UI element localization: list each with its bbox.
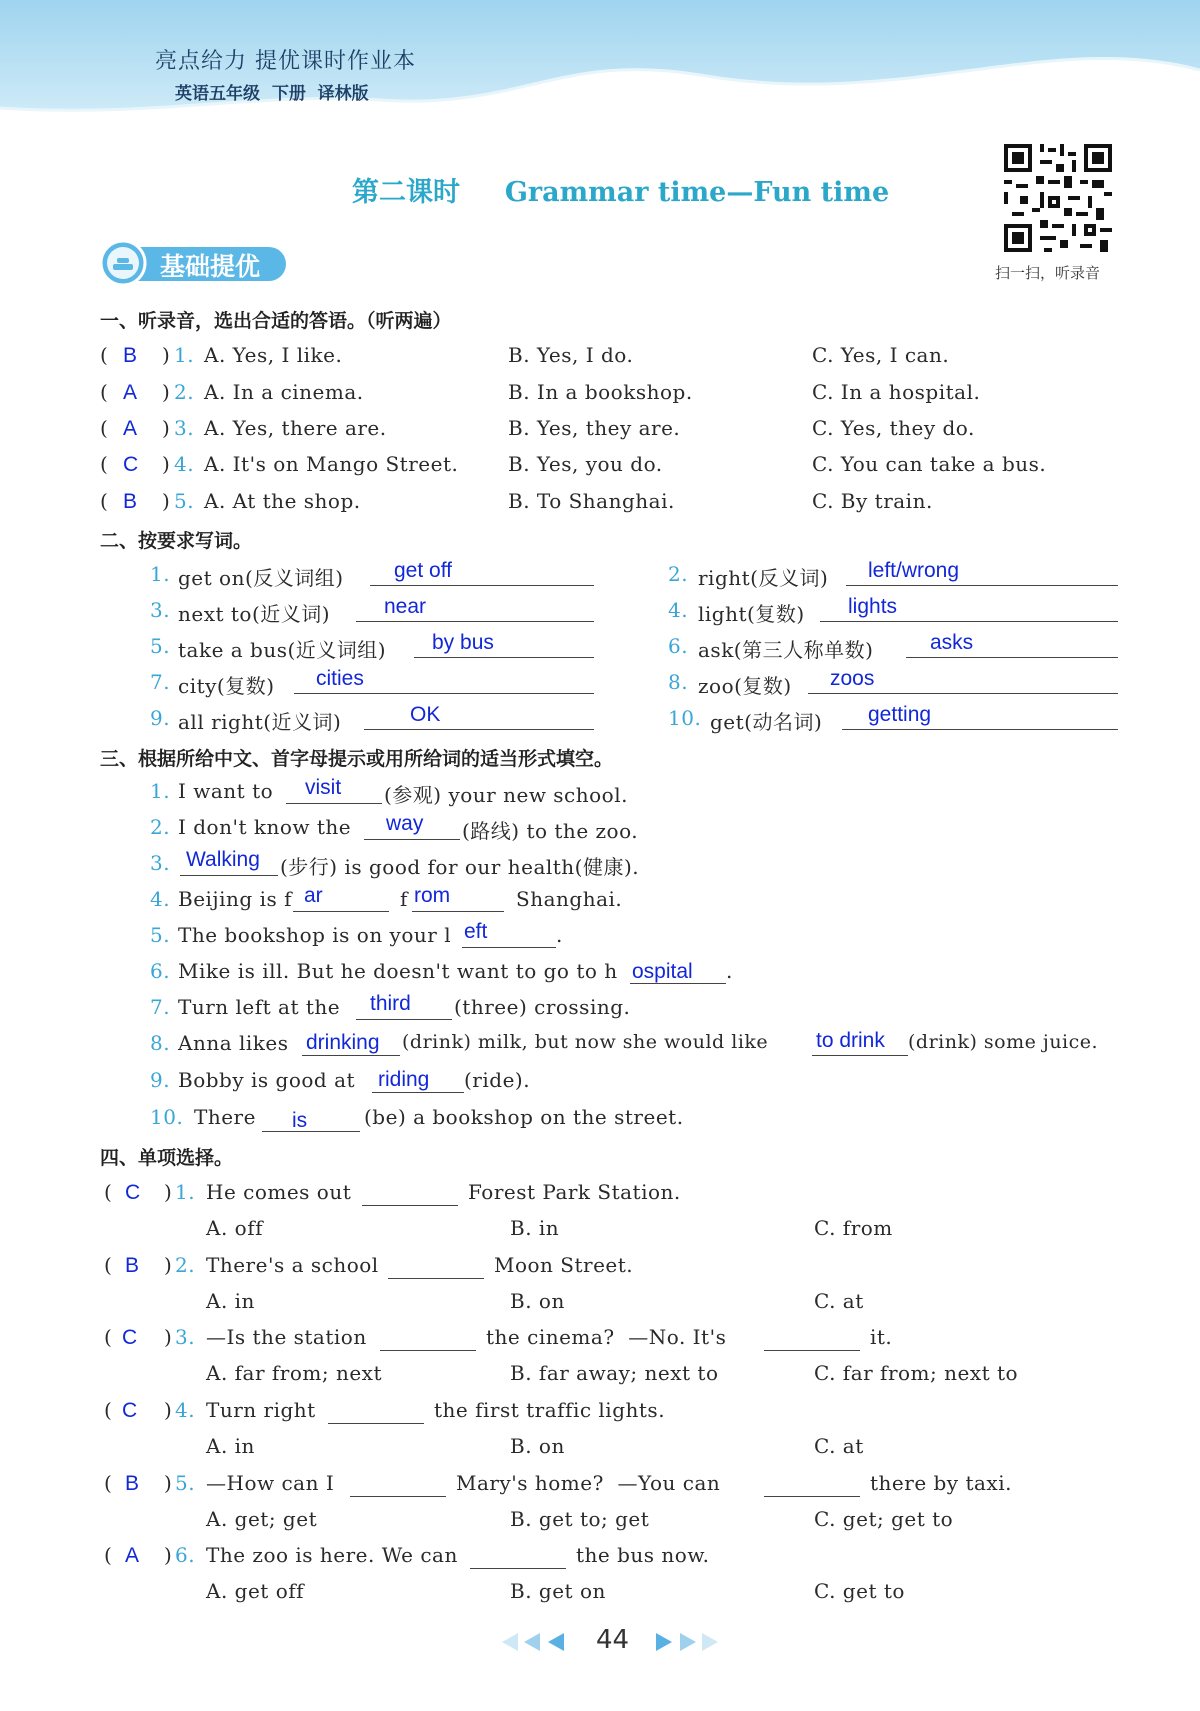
lesson-title [352, 170, 889, 209]
item-number: 2. [174, 380, 195, 404]
sentence-part: There [194, 1105, 256, 1129]
question-part: He comes out [206, 1180, 352, 1204]
item-number: 3. [150, 851, 171, 875]
answer-text: get off [394, 559, 452, 582]
qr-caption: 扫一扫，听录音 [995, 264, 1101, 282]
option-c: C. at [814, 1289, 864, 1313]
answer-blank [356, 1019, 452, 1020]
item-number: 4. [668, 598, 689, 622]
word-prompt: zoo(复数) [698, 674, 792, 698]
list-item: ( [100, 452, 109, 476]
question-part: it. [870, 1325, 893, 1349]
answer-blank [462, 947, 556, 948]
answer-blank [370, 585, 594, 586]
section-2-title: 二、按要求写词。 [100, 530, 253, 552]
answer-blank [180, 875, 278, 876]
sentence-part: (ride). [464, 1068, 531, 1092]
list-item-paren-close: ) [162, 416, 171, 440]
question-part: the first traffic lights. [434, 1398, 666, 1422]
lesson-title-cn: 第二课时 [352, 177, 460, 208]
word-prompt: get on(反义词组) [178, 566, 344, 590]
option-a: A. Yes, there are. [204, 416, 387, 440]
answer-text: A [123, 417, 138, 440]
option-c: C. Yes, they do. [812, 416, 975, 440]
list-item: ( [104, 1180, 113, 1204]
answer-blank [414, 657, 594, 658]
answer-blank [364, 839, 460, 840]
series-title: 亮点给力 提优课时作业本 [155, 49, 416, 74]
answer-text: B [125, 1472, 140, 1495]
item-number: 9. [150, 1068, 171, 1092]
answer-text: way [386, 812, 424, 835]
answer-blank [356, 621, 594, 622]
item-number: 9. [150, 706, 171, 730]
answer-text: to drink [816, 1029, 885, 1052]
sentence-part: (路线) to the zoo. [462, 819, 639, 843]
list-item: ( [104, 1398, 113, 1422]
option-a: A. get; get [206, 1507, 318, 1531]
question-part: The zoo is here. We can [206, 1543, 458, 1567]
question-part: Forest Park Station. [468, 1180, 681, 1204]
option-b: B. in [510, 1216, 560, 1240]
answer-blank [388, 1278, 484, 1279]
answer-text: A [123, 381, 138, 404]
answer-blank [846, 585, 1118, 586]
answer-blank [286, 803, 382, 804]
answer-blank [293, 911, 389, 912]
option-a: A. Yes, I like. [204, 343, 343, 367]
item-number: 2. [668, 562, 689, 586]
word-prompt: right(反义词) [698, 566, 829, 590]
list-item: ( [104, 1253, 113, 1277]
word-prompt: city(复数) [178, 674, 275, 698]
answer-blank [812, 1055, 908, 1056]
answer-text: OK [410, 703, 441, 726]
answer-blank [808, 693, 1118, 694]
list-item: ( [104, 1325, 113, 1349]
list-item: ( [100, 343, 109, 367]
word-prompt: ask(第三人称单数) [698, 638, 874, 662]
option-a: A. At the shop. [204, 489, 361, 513]
option-b: B. Yes, I do. [508, 343, 634, 367]
sentence-part: . [726, 959, 733, 983]
item-number: 10. [150, 1105, 184, 1129]
word-prompt: light(复数) [698, 602, 805, 626]
option-b: B. get to; get [510, 1507, 650, 1531]
answer-text: A [125, 1544, 140, 1567]
item-number: 2. [150, 815, 171, 839]
question-part: Moon Street. [494, 1253, 634, 1277]
sentence-part: Turn left at the [178, 995, 341, 1019]
list-item-paren-close: ) [162, 489, 171, 513]
list-item-paren-close: ) [162, 452, 171, 476]
question-part: —Is the station [206, 1325, 367, 1349]
item-number: 7. [150, 995, 171, 1019]
item-number: 3. [150, 598, 171, 622]
item-number: 1. [150, 562, 171, 586]
answer-blank [820, 621, 1118, 622]
item-number: 6. [668, 634, 689, 658]
list-item: ( [100, 380, 109, 404]
answer-text: B [125, 1254, 140, 1277]
answer-text: drinking [306, 1031, 380, 1054]
sentence-part: I don't know the [178, 815, 352, 839]
option-c: C. at [814, 1434, 864, 1458]
answer-blank [764, 1350, 860, 1351]
list-item-paren-close: ) [164, 1471, 173, 1495]
answer-blank [380, 1350, 476, 1351]
badge-label: 基础提优 [160, 252, 261, 281]
sentence-part: f [400, 887, 408, 911]
lesson-title-en: Grammar time—Fun time [504, 177, 890, 208]
section-badge [98, 240, 288, 286]
answer-blank [364, 729, 594, 730]
option-b: B. get on [510, 1579, 606, 1603]
header-band [0, 0, 1200, 150]
item-number: 8. [668, 670, 689, 694]
list-item-paren-close: ) [164, 1398, 173, 1422]
item-number: 1. [174, 343, 195, 367]
answer-blank [262, 1131, 360, 1132]
answer-text: riding [378, 1068, 430, 1091]
sentence-part: (be) a bookshop on the street. [364, 1105, 684, 1129]
answer-blank [764, 1496, 860, 1497]
option-a: A. off [206, 1216, 264, 1240]
item-number: 1. [150, 779, 171, 803]
answer-blank [362, 1205, 458, 1206]
section-1-title: 一、听录音，选出合适的答语。（听两遍） [100, 310, 452, 332]
list-item-paren-close: ) [164, 1325, 173, 1349]
question-part: —How can I [206, 1471, 335, 1495]
answer-blank [294, 693, 594, 694]
word-prompt: take a bus(近义词组) [178, 638, 387, 662]
book-subtitle: 英语五年级 下册 译林版 [175, 84, 369, 104]
list-item: ( [104, 1543, 113, 1567]
answer-text: is [292, 1109, 308, 1132]
question-part: Mary's home? —You can [456, 1471, 721, 1495]
answer-text: visit [305, 776, 342, 799]
option-c: C. In a hospital. [812, 380, 981, 404]
item-number: 10. [668, 706, 702, 730]
item-number: 3. [175, 1325, 196, 1349]
option-c: C. By train. [812, 489, 933, 513]
sentence-part: . [556, 923, 563, 947]
list-item-paren-close: ) [162, 343, 171, 367]
option-a: A. It's on Mango Street. [204, 452, 459, 476]
answer-text: eft [464, 920, 488, 943]
option-b: B. To Shanghai. [508, 489, 675, 513]
sentence-part: (参观) your new school. [384, 783, 628, 807]
list-item: ( [100, 416, 109, 440]
answer-text: C [125, 1181, 141, 1204]
item-number: 6. [150, 959, 171, 983]
item-number: 5. [150, 923, 171, 947]
sentence-part: Beijing is f [178, 887, 292, 911]
option-c: C. You can take a bus. [812, 452, 1047, 476]
next-page-arrows-icon[interactable] [650, 1630, 722, 1654]
question-part: There's a school [206, 1253, 379, 1277]
item-number: 3. [174, 416, 195, 440]
section-3-title: 三、根据所给中文、首字母提示或用所给词的适当形式填空。 [100, 748, 614, 770]
section-4-title: 四、单项选择。 [100, 1147, 234, 1169]
answer-text: asks [930, 631, 974, 654]
sentence-part: Anna likes [178, 1031, 289, 1055]
item-number: 4. [150, 887, 171, 911]
question-part: the cinema? —No. It's [486, 1325, 727, 1349]
option-c: C. Yes, I can. [812, 343, 950, 367]
answer-text: B [123, 490, 138, 513]
option-c: C. from [814, 1216, 893, 1240]
answer-text: C [122, 1399, 138, 1422]
answer-text: lights [848, 595, 898, 618]
item-number: 1. [175, 1180, 196, 1204]
sentence-part: The bookshop is on your l [178, 923, 452, 947]
answer-blank [350, 1496, 446, 1497]
item-number: 8. [150, 1031, 171, 1055]
item-number: 2. [175, 1253, 196, 1277]
list-item-paren-close: ) [164, 1253, 173, 1277]
item-number: 5. [150, 634, 171, 658]
sentence-part: (drink) milk, but now she would like [402, 1031, 769, 1053]
page-number: 44 [596, 1625, 630, 1655]
answer-text: ospital [632, 960, 693, 983]
word-prompt: next to(近义词) [178, 602, 331, 626]
option-c: C. get; get to [814, 1507, 954, 1531]
option-a: A. far from; next [206, 1361, 382, 1385]
option-a: A. In a cinema. [204, 380, 364, 404]
answer-text: C [123, 453, 139, 476]
list-item-paren-close: ) [164, 1180, 173, 1204]
answer-blank [302, 1055, 400, 1056]
sentence-part: (步行) is good for our health(健康). [280, 855, 640, 879]
list-item-paren-close: ) [162, 380, 171, 404]
answer-text: by bus [432, 631, 494, 654]
answer-text: cities [316, 667, 364, 690]
item-number: 4. [175, 1398, 196, 1422]
word-prompt: all right(近义词) [178, 710, 342, 734]
answer-blank [372, 1092, 464, 1093]
answer-blank [328, 1423, 424, 1424]
option-a: A. in [206, 1289, 255, 1313]
sentence-part: (drink) some juice. [908, 1031, 1099, 1053]
option-c: C. far from; next to [814, 1361, 1019, 1385]
option-a: A. in [206, 1434, 255, 1458]
answer-text: B [123, 344, 138, 367]
answer-text: zoos [830, 667, 875, 690]
sentence-part: Shanghai. [516, 887, 623, 911]
qr-code[interactable] [1000, 140, 1116, 256]
answer-blank [906, 657, 1118, 658]
sentence-part: I want to [178, 779, 274, 803]
answer-text: Walking [186, 848, 260, 871]
answer-text: third [370, 992, 411, 1015]
item-number: 7. [150, 670, 171, 694]
answer-text: left/wrong [868, 559, 960, 582]
sentence-part: (three) crossing. [454, 995, 631, 1019]
answer-blank [412, 911, 504, 912]
sentence-part: Mike is ill. But he doesn't want to go to h [178, 959, 618, 983]
item-number: 5. [174, 489, 195, 513]
list-item: ( [100, 489, 109, 513]
option-b: B. Yes, you do. [508, 452, 663, 476]
answer-blank [842, 729, 1118, 730]
question-part: the bus now. [576, 1543, 710, 1567]
answer-blank [470, 1568, 566, 1569]
question-part: Turn right [206, 1398, 316, 1422]
option-b: B. far away; next to [510, 1361, 719, 1385]
option-b: B. Yes, they are. [508, 416, 681, 440]
item-number: 6. [175, 1543, 196, 1567]
option-b: B. on [510, 1289, 565, 1313]
list-item: ( [104, 1471, 113, 1495]
option-a: A. get off [206, 1579, 305, 1603]
option-b: B. on [510, 1434, 565, 1458]
word-prompt: get(动名词) [710, 710, 823, 734]
item-number: 5. [175, 1471, 196, 1495]
answer-text: getting [868, 703, 932, 726]
answer-text: rom [414, 884, 451, 907]
answer-text: ar [304, 884, 323, 907]
list-item-paren-close: ) [164, 1543, 173, 1567]
answer-text: C [122, 1326, 138, 1349]
question-part: there by taxi. [870, 1471, 1012, 1495]
answer-text: near [384, 595, 427, 618]
option-b: B. In a bookshop. [508, 380, 693, 404]
option-c: C. get to [814, 1579, 905, 1603]
item-number: 4. [174, 452, 195, 476]
sentence-part: Bobby is good at [178, 1068, 356, 1092]
previous-page-arrows-icon[interactable] [498, 1630, 570, 1654]
